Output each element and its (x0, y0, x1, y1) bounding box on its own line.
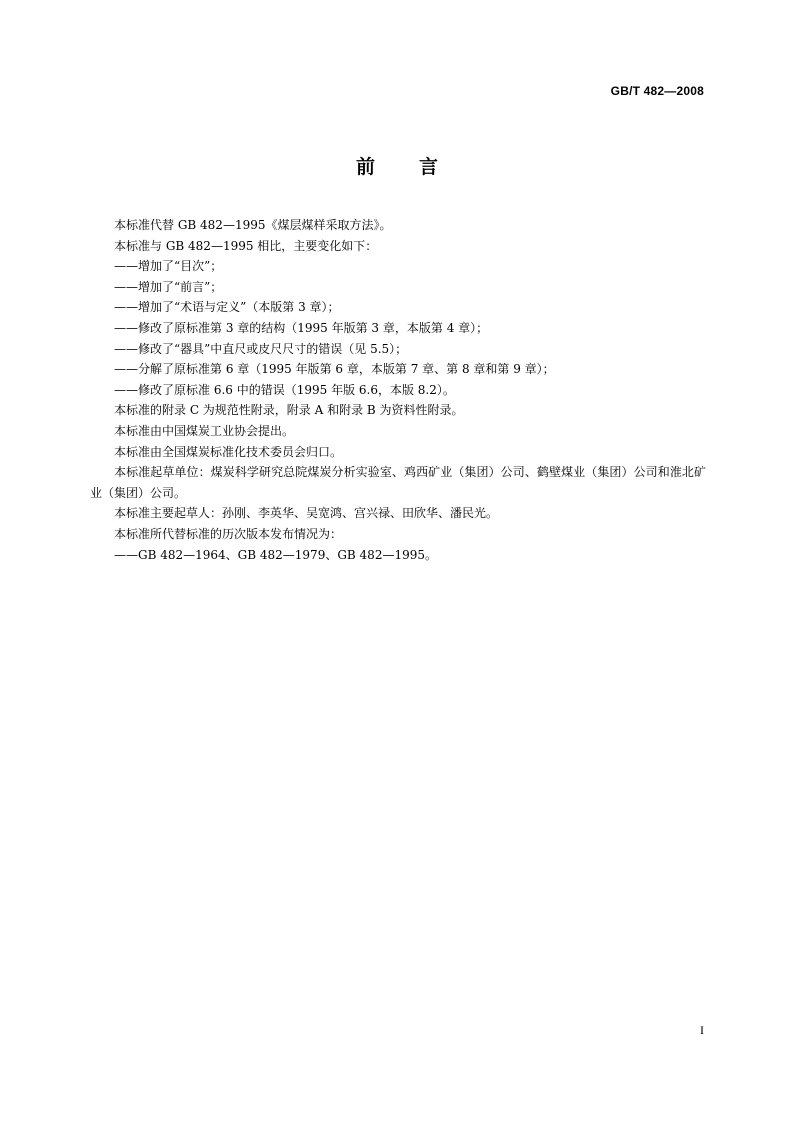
paragraph-drafting-units: 本标准起草单位：煤炭科学研究总院煤炭分析实验室、鸡西矿业（集团）公司、鹤壁煤业（集团）公司和淮北矿业（集团）公司。 (90, 465, 706, 500)
page-number: I (700, 1023, 704, 1037)
paragraph-under-jurisdiction: 本标准由全国煤炭标准化技术委员会归口。 (114, 444, 343, 459)
change-item-split-chapter: ——分解了原标准第 6 章（1995 年版第 6 章，本版第 7 章、第 8 章和第 9 章）； (114, 362, 555, 377)
change-item-apparatus: ——修改了“器具”中直尺或皮尺尺寸的错误（见 5.5）； (114, 341, 408, 356)
change-item-structure: ——修改了原标准第 3 章的结构（1995 年版第 3 章，本版第 4 章）； (114, 320, 489, 335)
change-item-contents: ——增加了“目次”； (114, 259, 223, 274)
change-item-terms: ——增加了“术语与定义”（本版第 3 章）； (114, 300, 340, 315)
change-item-foreword: ——增加了“前言”； (114, 279, 223, 294)
paragraph-proposed-by: 本标准由中国煤炭工业协会提出。 (114, 423, 295, 438)
paragraph-changes-intro: 本标准与 GB 482—1995 相比，主要变化如下： (114, 238, 378, 253)
standard-number: GB/T 482—2008 (610, 84, 704, 98)
change-item-correction: ——修改了原标准 6.6 中的错误（1995 年版 6.6，本版 8.2）。 (114, 382, 455, 397)
paragraph-drafters: 本标准主要起草人：孙刚、李英华、吴宽鸿、宫兴禄、田欣华、潘民光。 (114, 506, 499, 521)
paragraph-replaces: 本标准代替 GB 482—1995《煤层煤样采取方法》。 (114, 218, 392, 232)
paragraph-history-intro: 本标准所代替标准的历次版本发布情况为： (114, 526, 343, 541)
history-item-editions: ——GB 482—1964、GB 482—1979、GB 482—1995。 (114, 547, 437, 562)
paragraph-annexes: 本标准的附录 C 为规范性附录，附录 A 和附录 B 为资料性附录。 (114, 403, 464, 418)
page-title: 前言 (355, 156, 482, 178)
foreword-body (90, 215, 706, 565)
